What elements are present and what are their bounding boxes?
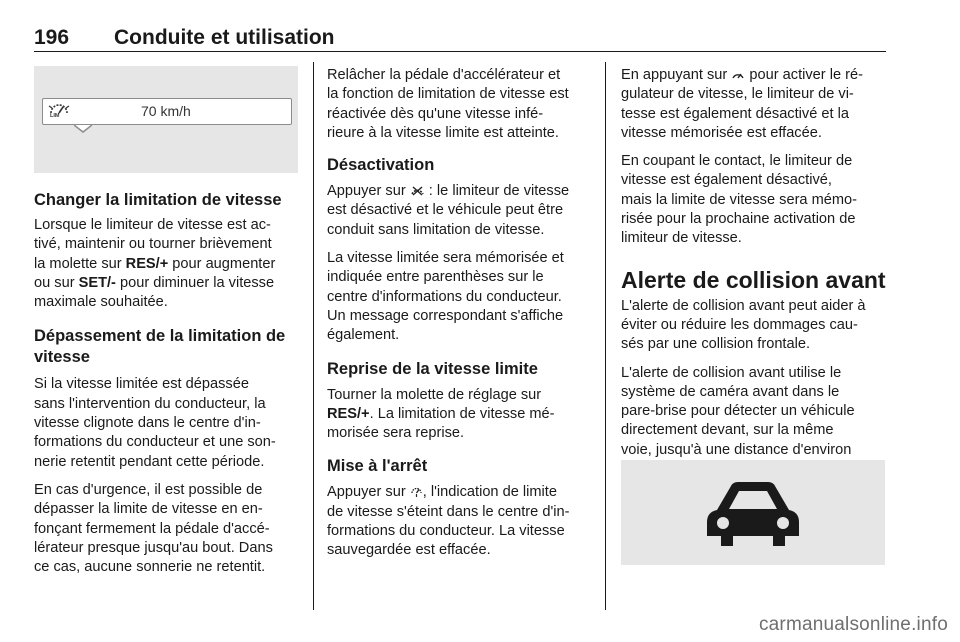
paragraph-change-limit: Lorsque le limiteur de vitesse est ac- tivé, maintenir ou tourner brièvement la molette sur RES/+ pour augmenter ou sur SET/- pour diminuer la vitesse maximale souhaitée. bbox=[34, 217, 276, 311]
paragraph-off: Appuyer sur , l'indication de limite de vitesse s'éteint dans le centre d'in- formations du conducteur. La vitesse sauvegardée est effacée. bbox=[327, 484, 570, 559]
paragraph-overrun-2: En cas d'urgence, il est possible de dépasser la limite de vitesse en en- fonçant fermement la pédale d'accé- lérateur presque jusqu'au bout. Dans ce cas, aucune sonnerie ne retentit. bbox=[34, 481, 273, 576]
speed-limit-display bbox=[42, 98, 292, 125]
display-pointer bbox=[74, 124, 92, 134]
speed-limiter-figure bbox=[34, 66, 298, 173]
page-header bbox=[34, 26, 886, 50]
column-divider bbox=[313, 62, 314, 610]
heading-off: Mise à l'arrêt bbox=[327, 457, 428, 476]
column-divider bbox=[605, 62, 606, 610]
heading-deactivation: Désactivation bbox=[327, 156, 435, 175]
section-title: Conduite et utilisation bbox=[114, 26, 335, 49]
paragraph-ignition: En coupant le contact, le limiteur de vitesse est également désactivé, mais la limite de vitesse sera mémo- risée pour la prochaine activation de limiteur de vitesse. bbox=[621, 153, 858, 247]
heading-overrun: Dépassement de la limitation de vitesse bbox=[34, 327, 286, 367]
collision-alert-figure bbox=[621, 460, 885, 565]
paragraph-cruise: En appuyant sur pour activer le ré- gulateur de vitesse, le limiteur de vi- tesse est également désactivé et la vitesse mémorisée est effacée. bbox=[621, 67, 863, 141]
paragraph-collision-2: L'alerte de collision avant utilise le système de caméra avant dans le pare-brise pour détecter un véhicule directement devant, sur la même voie, jusqu'à une distance d'environ bbox=[621, 364, 855, 458]
cancel-limiter-icon bbox=[410, 185, 425, 196]
speed-value: 70 km/h bbox=[141, 103, 191, 119]
paragraph-deactivation-2: La vitesse limitée sera mémorisée et indiquée entre parenthèses sur le centre d'informations du conducteur. Un message correspondant s'affiche également. bbox=[327, 250, 564, 344]
cruise-control-icon bbox=[731, 69, 745, 80]
watermark: carmanualsonline.info bbox=[758, 614, 948, 635]
column-1 bbox=[34, 190, 300, 577]
limiter-button-icon bbox=[410, 485, 423, 497]
header-rule bbox=[34, 51, 886, 52]
lim-label: LIM bbox=[50, 113, 60, 119]
heading-collision-alert: Alerte de collision avant bbox=[621, 266, 886, 293]
heading-resume: Reprise de la vitesse limite bbox=[327, 359, 538, 378]
vehicle-ahead-icon bbox=[701, 478, 805, 548]
paragraph-overrun-1: Si la vitesse limitée est dépassée sans l'intervention du conducteur, la vitesse clignote dans le centre d'in- formations du conducteur et une son- nerie retentit pendant cette période. bbox=[34, 376, 276, 470]
paragraph-resume: Tourner la molette de réglage sur RES/+. La limitation de vitesse mé- morisée sera reprise. bbox=[327, 386, 555, 442]
heading-change-limit: Changer la limitation de vitesse bbox=[34, 191, 282, 209]
column-3 bbox=[621, 66, 889, 479]
page-number: 196 bbox=[34, 26, 70, 49]
column-2 bbox=[327, 66, 595, 561]
paragraph-collision-1: L'alerte de collision avant peut aider à éviter ou réduire les dommages cau- sés par une collision frontale. bbox=[621, 297, 866, 353]
paragraph-deactivation-1: Appuyer sur : le limiteur de vitesse est désactivé et le véhicule peut être conduit sans limitation de vitesse. bbox=[327, 183, 570, 238]
paragraph-release: Relâcher la pédale d'accélérateur et la fonction de limitation de vitesse est réactivée dès qu'une vitesse infé- rieure à la vitesse limite est atteinte. bbox=[327, 67, 569, 141]
